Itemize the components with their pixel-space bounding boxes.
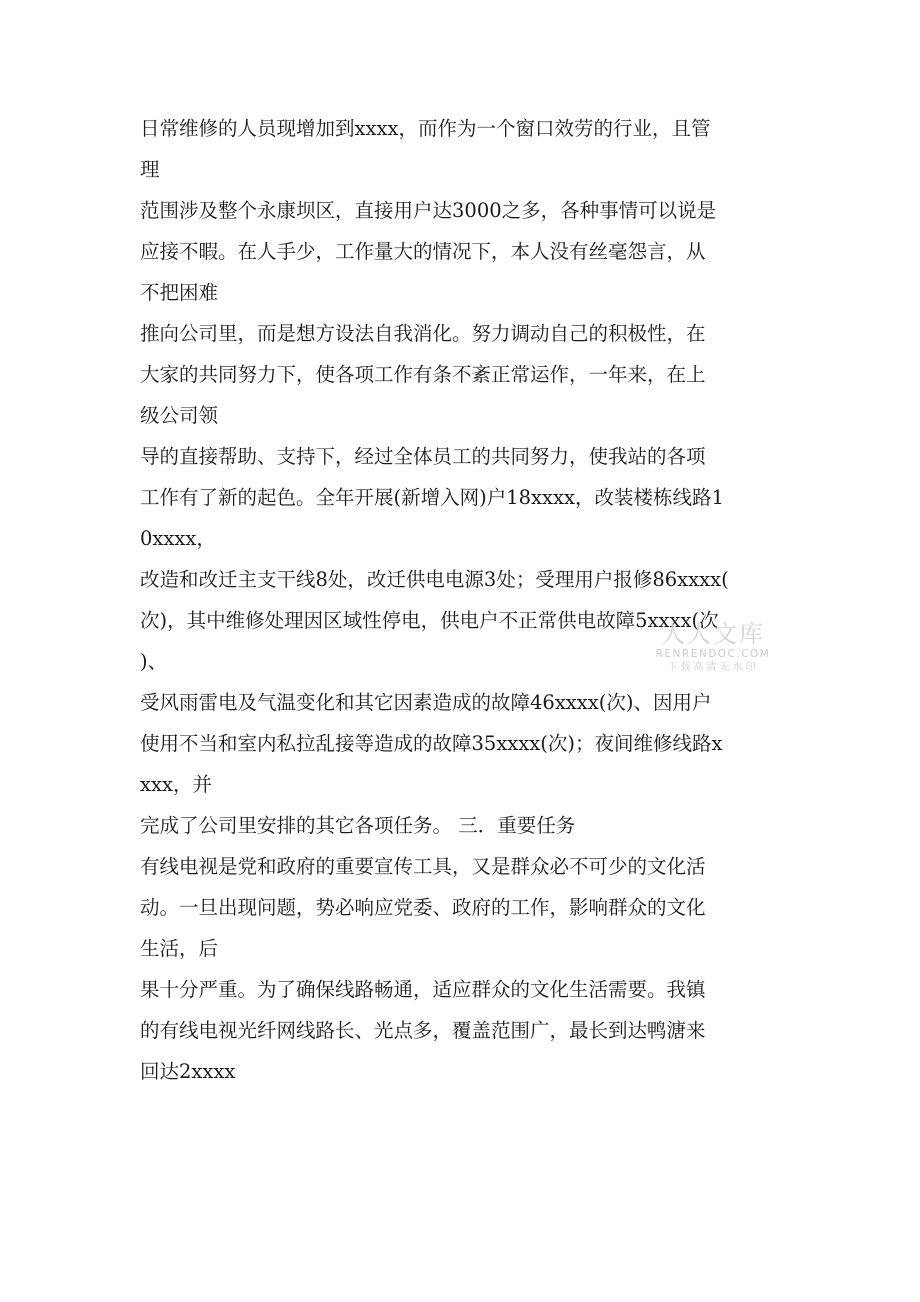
text-line: 日常维修的人员现增加到xxxx，而作为一个窗口效劳的行业，且管 (140, 117, 711, 140)
text-line: 导的直接帮助、支持下，经过全体员工的共同努力，使我站的各项 (140, 445, 706, 468)
text-line: 生活，后 (140, 937, 219, 960)
watermark-title: 人人文库 (661, 620, 765, 648)
text-line: 回达2xxxx (140, 1060, 236, 1083)
text-line: 完成了公司里安排的其它各项任务。 三．重要任务 (140, 814, 576, 837)
watermark-subtitle: 下载高清无水印 (667, 662, 759, 673)
watermark (648, 620, 778, 682)
text-line: 理 (140, 158, 160, 181)
text-line: 推向公司里，而是想方设法自我消化。努力调动自己的积极性，在 (140, 322, 706, 345)
text-line: 有线电视是党和政府的重要宣传工具，又是群众必不可少的文化活 (140, 855, 706, 878)
text-line: 受风雨雷电及气温变化和其它因素造成的故障46xxxx(次)、因用户 (140, 691, 712, 714)
text-line: xxx，并 (140, 773, 212, 796)
text-line: 范围涉及整个永康坝区，直接用户达3000之多，各种事情可以说是 (140, 199, 717, 222)
text-line: 次)，其中维修处理因区域性停电，供电户不正常供电故障5xxxx(次 (140, 609, 719, 632)
text-line: 级公司领 (140, 404, 219, 427)
text-line: 的有线电视光纤网线路长、光点多，覆盖范围广，最长到达鸭溏来 (140, 1019, 706, 1042)
text-line: 果十分严重。为了确保线路畅通，适应群众的文化生活需要。我镇 (140, 978, 706, 1001)
document-body (140, 108, 780, 1092)
text-line: )、 (140, 650, 168, 673)
text-line: 不把困难 (140, 281, 219, 304)
text-line: 大家的共同努力下，使各项工作有条不紊正常运作，一年来，在上 (140, 363, 706, 386)
watermark-domain: RENRENDOC.COM (655, 648, 771, 660)
text-line: 动。一旦出现问题，势必响应党委、政府的工作，影响群众的文化 (140, 896, 706, 919)
text-line: 工作有了新的起色。全年开展(新增入网)户18xxxx，改装楼栋线路1 (140, 486, 724, 509)
text-line: 0xxxx， (140, 527, 216, 550)
text-line: 使用不当和室内私拉乱接等造成的故障35xxxx(次)；夜间维修线路x (140, 732, 723, 755)
text-line: 应接不暇。在人手少，工作量大的情况下，本人没有丝毫怨言，从 (140, 240, 706, 263)
text-line: 改造和改迁主支干线8处，改迁供电电源3处；受理用户报修86xxxx( (140, 568, 729, 591)
